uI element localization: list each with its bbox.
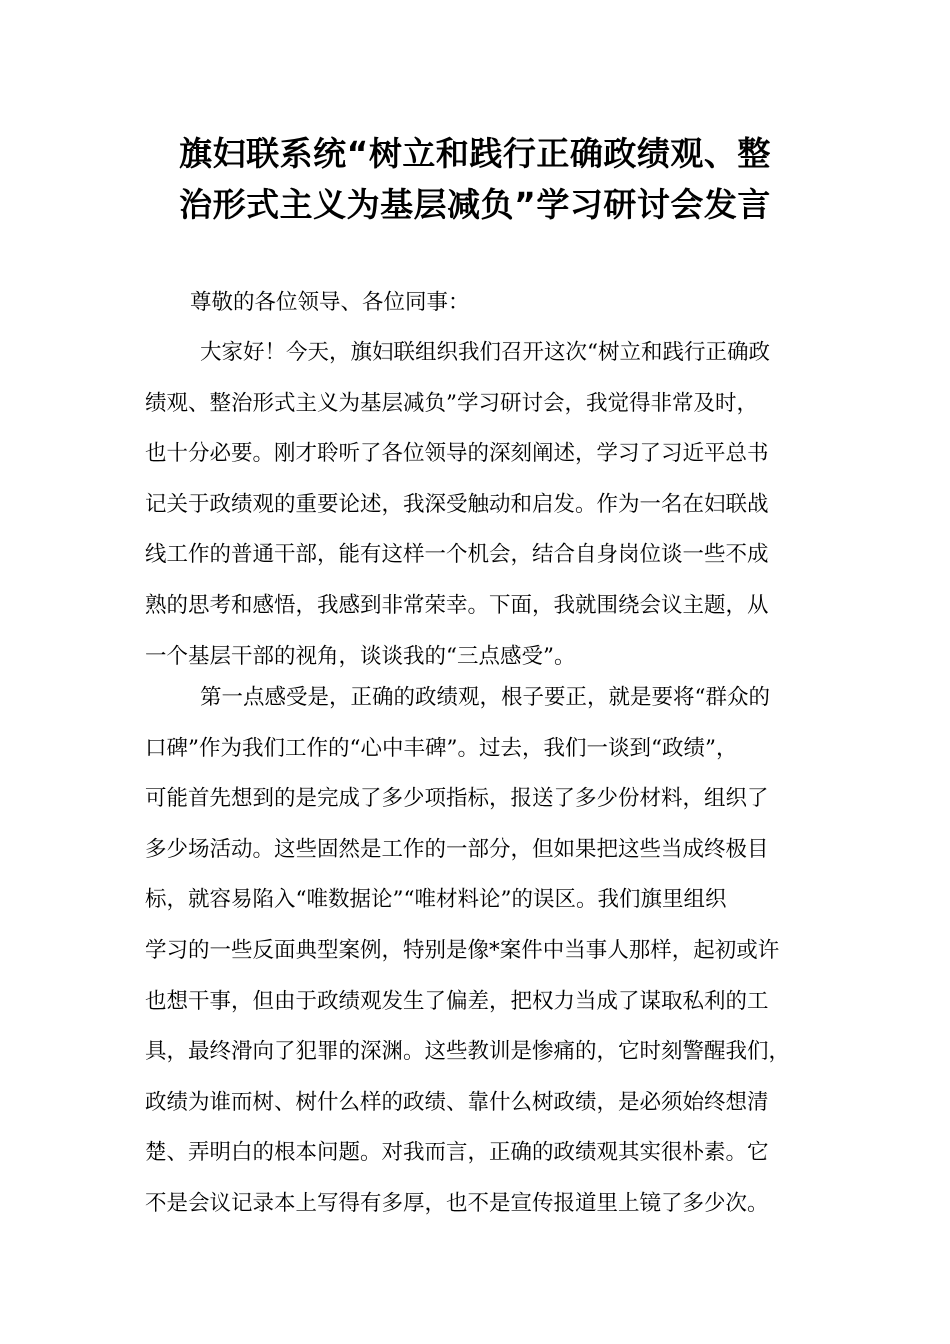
paragraph-line: 线工作的普通干部，能有这样一个机会，结合自身岗位谈一些不成 bbox=[145, 542, 769, 568]
salutation-text: 尊敬的各位领导、各位同事： bbox=[190, 290, 470, 315]
title-line: 治形式主义为基层减负”学习研讨会发言 bbox=[179, 185, 771, 224]
paragraph-line: 政绩为谁而树、树什么样的政绩、靠什么树政绩，是必须始终想清 bbox=[145, 1089, 769, 1115]
paragraph-line: 第一点感受是，正确的政绩观，根子要正，就是要将“群众的 bbox=[200, 685, 770, 710]
paragraph-line: 也十分必要。刚才聆听了各位领导的深刻阐述，学习了习近平总书 bbox=[145, 441, 769, 467]
paragraph-line: 大家好！今天，旗妇联组织我们召开这次“树立和践行正确政 bbox=[200, 340, 770, 365]
title-line: 旗妇联系统“树立和践行正确政绩观、整 bbox=[179, 134, 771, 173]
paragraph-line: 记关于政绩观的重要论述，我深受触动和启发。作为一名在妇联战 bbox=[145, 491, 769, 517]
paragraph-line: 具，最终滑向了犯罪的深渊。这些教训是惨痛的，它时刻警醒我们， bbox=[145, 1039, 791, 1065]
salutation bbox=[145, 278, 868, 329]
paragraph-line: 不是会议记录本上写得有多厚，也不是宣传报道里上镜了多少次。 bbox=[145, 1190, 769, 1216]
paragraph-line: 口碑”作为我们工作的“心中丰碑”。过去，我们一谈到“政绩”， bbox=[145, 735, 738, 761]
paragraph-line: 学习的一些反面典型案例，特别是像*案件中当事人那样，起初或许 bbox=[145, 937, 780, 963]
paragraph-line: 熟的思考和感悟，我感到非常荣幸。下面，我就围绕会议主题，从 bbox=[145, 592, 769, 618]
document-title bbox=[110, 128, 840, 230]
paragraph-intro bbox=[145, 328, 823, 682]
paragraph-first-point bbox=[145, 673, 823, 1230]
paragraph-line: 可能首先想到的是完成了多少项指标，报送了多少份材料，组织了 bbox=[145, 786, 769, 812]
paragraph-line: 标，就容易陷入“唯数据论”“唯材料论”的误区。我们旗里组织 bbox=[145, 887, 727, 913]
paragraph-line: 多少场活动。这些固然是工作的一部分，但如果把这些当成终极目 bbox=[145, 836, 769, 862]
paragraph-line: 也想干事，但由于政绩观发生了偏差，把权力当成了谋取私利的工 bbox=[145, 988, 769, 1014]
paragraph-line: 楚、弄明白的根本问题。对我而言，正确的政绩观其实很朴素。它 bbox=[145, 1140, 769, 1166]
paragraph-line: 一个基层干部的视角，谈谈我的“三点感受”。 bbox=[145, 643, 576, 669]
paragraph-line: 绩观、整治形式主义为基层减负”学习研讨会，我觉得非常及时， bbox=[145, 390, 758, 416]
